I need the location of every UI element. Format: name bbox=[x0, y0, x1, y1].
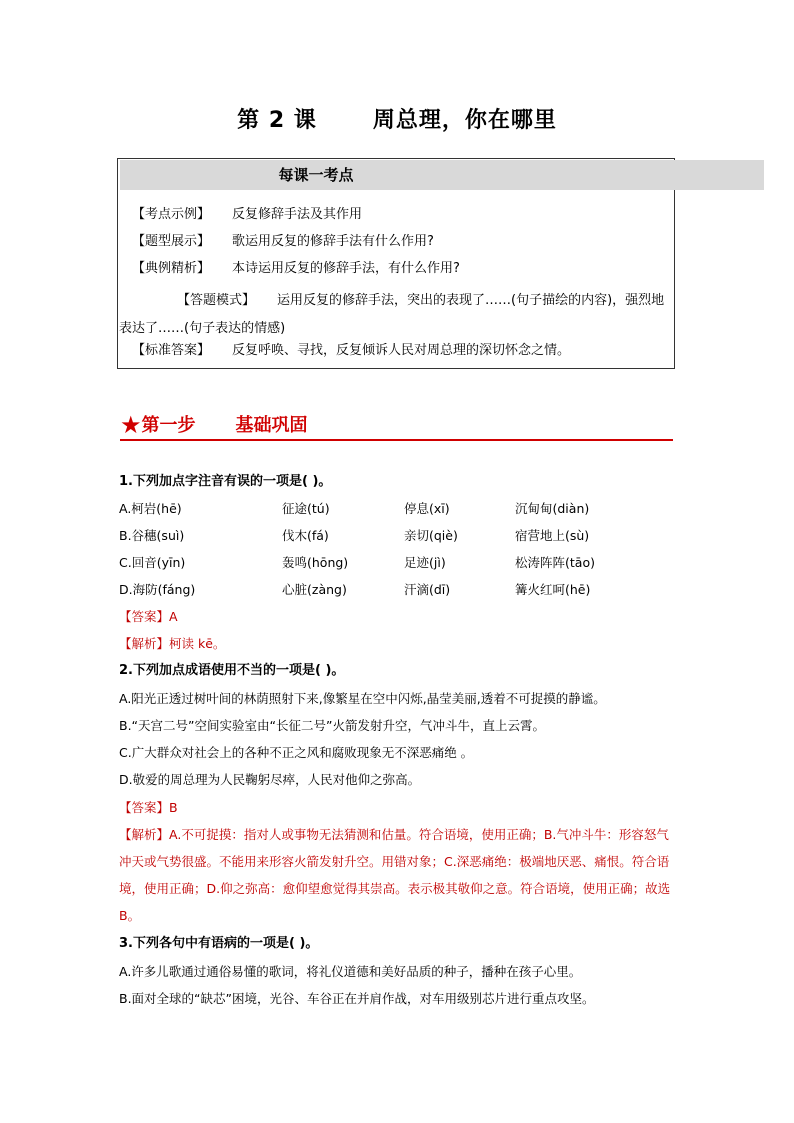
answer: 【答案】B bbox=[119, 800, 178, 815]
kaodian-row: 【考点示例】 反复修辞手法及其作用 bbox=[131, 207, 363, 222]
option: D.海防(fáng) bbox=[119, 582, 196, 597]
option: D.敬爱的周总理为人民鞠躬尽瘁，人民对他仰之弥高。 bbox=[119, 772, 421, 787]
analysis: 【解析】A.不可捉摸：指对人或事物无法猜测和估量。符合语境，使用正确；B.气冲斗牛：形容怒气冲天或气势很盛。不能用来形容火箭发射升空。用错对象；C.深恶痛绝：极端地厌恶、痛恨。符合语境，使用正确；D.仰之弥高：愈仰望愈觉得其崇高。表示极其敬仰之意。符合语境，使用正确；故选 B。 bbox=[119, 827, 671, 923]
option: A.柯岩(hē) bbox=[119, 501, 182, 516]
kaodian-row: 【标准答案】 反复呼唤、寻找，反复倾诉人民对周总理的深切怀念之情。 bbox=[131, 343, 571, 358]
option: 亲切(qiè) bbox=[404, 528, 458, 543]
step-heading bbox=[120, 411, 673, 441]
option: C.广大群众对社会上的各种不正之风和腐败现象无不深恶痛绝 。 bbox=[119, 745, 474, 760]
option: 心脏(zàng) bbox=[282, 582, 347, 597]
analysis: 【解析】柯读 kē。 bbox=[119, 636, 226, 651]
option: 足迹(jì) bbox=[404, 555, 446, 570]
kaodian-header: 每课一考点 bbox=[120, 160, 764, 190]
option: B.面对全球的“缺芯”困境，光谷、车谷正在并肩作战，对车用级别芯片进行重点攻坚。 bbox=[119, 991, 595, 1006]
kaodian-row: 【题型展示】 歌运用反复的修辞手法有什么作用? bbox=[131, 234, 434, 249]
option: 沉甸甸(diàn) bbox=[515, 501, 590, 516]
option: A.许多儿歌通过通俗易懂的歌词，将礼仪道德和美好品质的种子，播种在孩子心里。 bbox=[119, 964, 582, 979]
lesson-number: 第 2 课 bbox=[237, 108, 317, 133]
answer: 【答案】A bbox=[119, 609, 178, 624]
question-3-stem: 3.下列各句中有语病的一项是( )。 bbox=[119, 936, 319, 951]
kaodian-row: 【典例精析】 本诗运用反复的修辞手法，有什么作用? bbox=[131, 261, 460, 276]
option: 宿营地上(sù) bbox=[515, 528, 590, 543]
question-2-stem: 2.下列加点成语使用不当的一项是( )。 bbox=[119, 663, 345, 678]
option: 松涛阵阵(tāo) bbox=[515, 555, 595, 570]
step-name: 基础巩固 bbox=[235, 415, 308, 436]
option: B.谷穗(suì) bbox=[119, 528, 185, 543]
option: 停息(xī) bbox=[404, 501, 450, 516]
step-label: 第一步 bbox=[141, 415, 196, 436]
lesson-name: 周总理，你在哪里 bbox=[372, 108, 557, 133]
option: 征途(tú) bbox=[282, 501, 330, 516]
option: A.阳光正透过树叶间的林荫照射下来,像繁星在空中闪烁,晶莹美丽,透着不可捉摸的静谧。 bbox=[119, 691, 606, 706]
option: 汗滴(dī) bbox=[404, 582, 451, 597]
kaodian-row: 【答题模式】 运用反复的修辞手法，突出的表现了……(句子描绘的内容)，强烈地表达了……(句子表达的情感) bbox=[119, 293, 665, 336]
page-title bbox=[0, 103, 794, 134]
option: B.“天宫二号”空间实验室由“长征二号”火箭发射升空，气冲斗牛，直上云霄。 bbox=[119, 718, 545, 733]
option: 篝火红呵(hē) bbox=[515, 582, 591, 597]
option: 轰鸣(hōng) bbox=[282, 555, 349, 570]
option: C.回音(yīn) bbox=[119, 555, 186, 570]
option: 伐木(fá) bbox=[282, 528, 329, 543]
star-icon: ★ bbox=[120, 411, 142, 439]
question-1-stem: 1.下列加点字注音有误的一项是( )。 bbox=[119, 474, 332, 489]
